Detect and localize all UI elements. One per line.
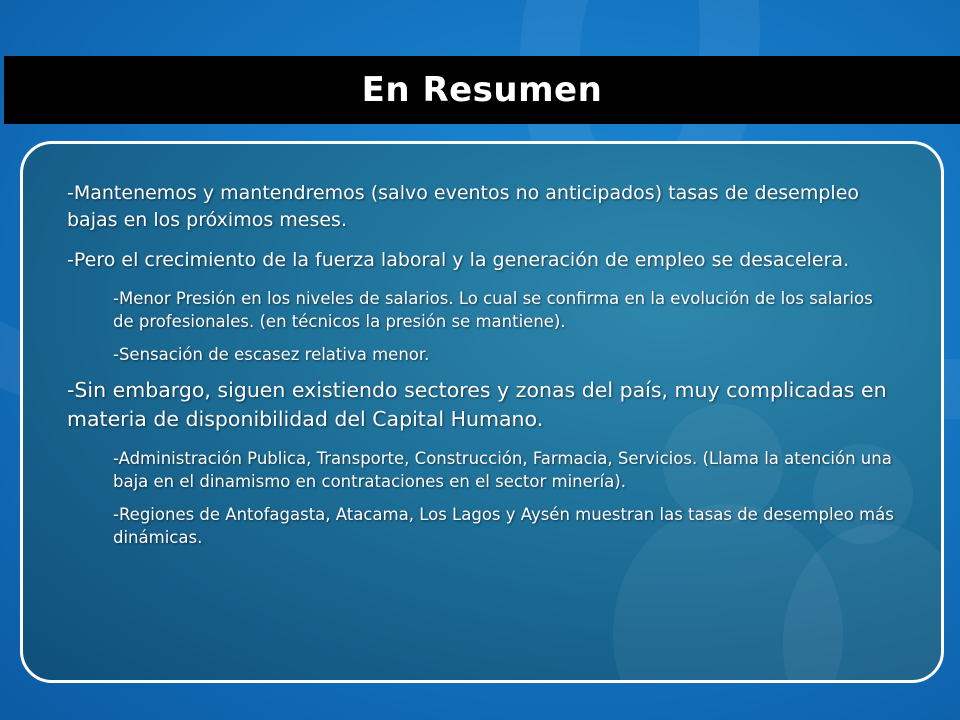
- bullet-item: -Sin embargo, siguen existiendo sectores y zonas del país, muy complicadas en materia de disponibilidad del Capital Humano.: [67, 378, 887, 431]
- bullet-list: [67, 180, 897, 559]
- sub-bullet-item: -Regiones de Antofagasta, Atacama, Los Lagos y Aysén muestran las tasas de desempleo más dinámicas.: [113, 505, 894, 547]
- slide-title: En Resumen: [361, 70, 603, 110]
- bullet-item: -Mantenemos y mantendremos (salvo eventos no anticipados) tasas de desempleo bajas en los próximos meses.: [67, 182, 860, 231]
- content-panel: [20, 141, 944, 683]
- bullet-item: -Pero el crecimiento de la fuerza laboral y la generación de empleo se desacelera.: [67, 249, 850, 271]
- title-bar: [4, 56, 960, 124]
- sub-bullet-item: -Sensación de escasez relativa menor.: [113, 345, 430, 364]
- sub-bullet-item: -Menor Presión en los niveles de salarios. Lo cual se confirma en la evolución de los salarios de profesionales. (en técnicos la presión se mantiene).: [113, 289, 873, 331]
- sub-bullet-item: -Administración Publica, Transporte, Construcción, Farmacia, Servicios. (Llama la atención una baja en el dinamismo en contrataciones en el sector minería).: [113, 449, 892, 491]
